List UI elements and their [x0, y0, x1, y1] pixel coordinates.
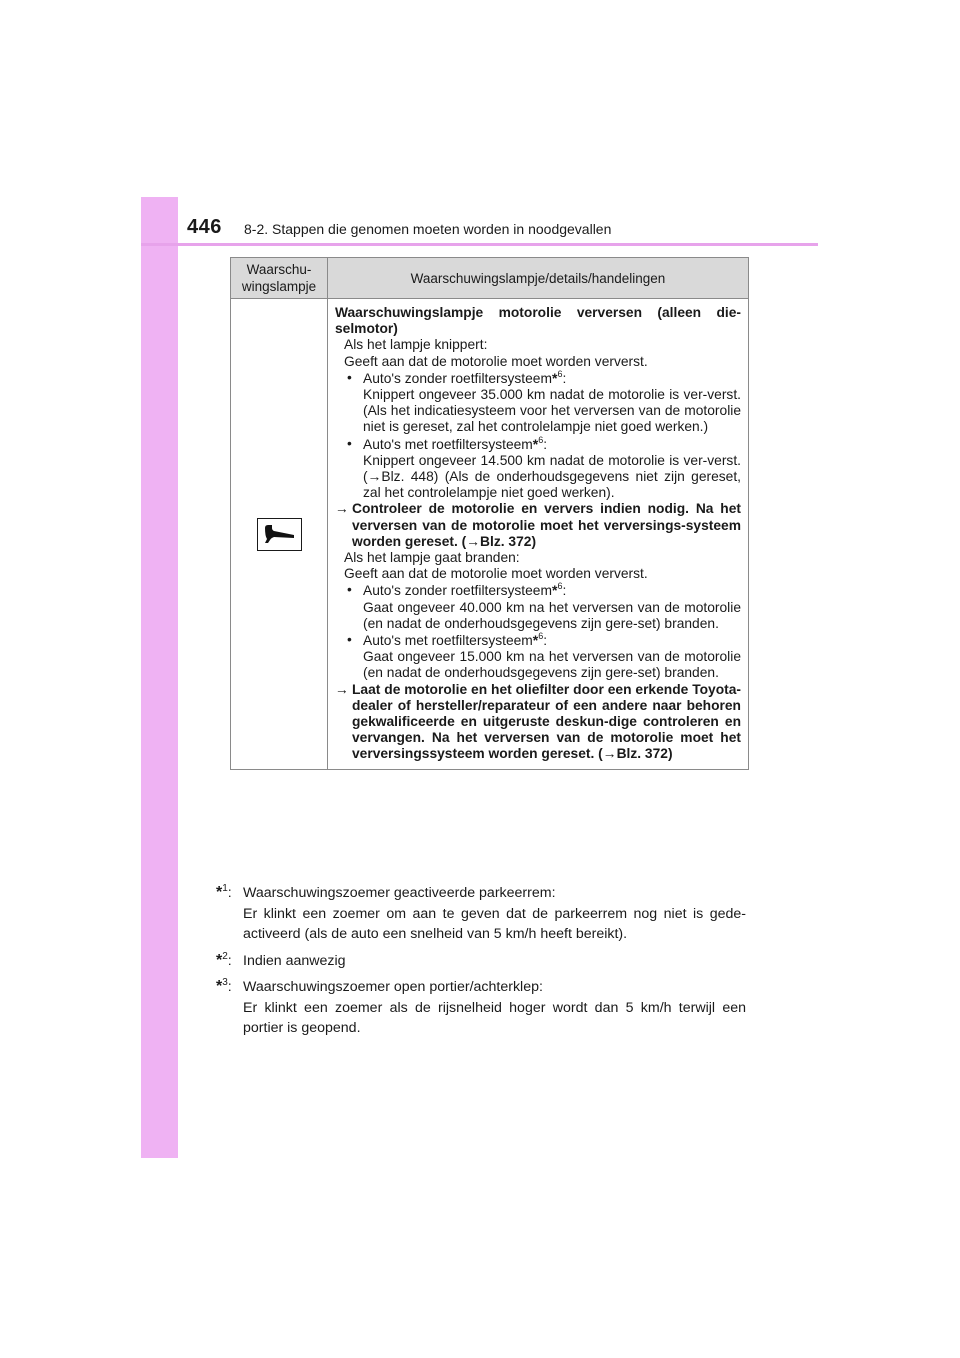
footnote-2: *$^2$: Indien aanwezig: [216, 950, 346, 969]
lit-heading: Als het lampje gaat branden:: [344, 550, 520, 566]
list-item-text: Knippert ongeveer 14.500 km nadat de motorolie is ver-verst. (→Blz. 448) (Als de onderhoudsgegevens niet zijn gereset, zal het controlelampje niet goed werken).: [363, 452, 741, 501]
wrench-icon: [257, 518, 302, 551]
action-instruction: → Laat de motorolie en het oliefilter door een erkende Toyota-dealer of hersteller/reparateur of een andere naar behoren gekwalificeerde en uitgeruste deskun-dige controleren en vervangen. Na het verversen van de motorolie moet het verversingssysteem worden gereset. (→Blz. 372): [335, 681, 741, 762]
list-item: • Auto's met roetfiltersysteem*$^6$:: [347, 631, 548, 649]
list-item-text: Gaat ongeveer 40.000 km na het verversen van de motorolie (en nadat de onderhoudsgegevens zijn gere-set) branden.: [363, 599, 741, 631]
action-instruction: → Controleer de motorolie en ververs indien nodig. Na het verversen van de motorolie moet het verversings-systeem worden gereset. (→Blz. 372): [335, 501, 741, 549]
footnote-3: *$^3$: Waarschuwingszoemer open portier/achterklep: Er klinkt een zoemer als de rijsnelheid hoger wordt dan 5 km/h terwijl een portier is geopend.: [216, 977, 746, 1036]
warning-table: [230, 257, 749, 770]
header-rule: [141, 243, 818, 246]
list-item: • Auto's zonder roetfiltersysteem*$^6$:: [347, 368, 567, 386]
lamp-cell: [231, 299, 328, 770]
list-item: • Auto's met roetfiltersysteem*$^6$:: [347, 434, 548, 452]
table-header-row: [231, 258, 749, 299]
blink-description: Geeft aan dat de motorolie moet worden ververst.: [344, 353, 648, 369]
col-header-lamp: Waarschu- wingslampje: [231, 258, 328, 299]
page-number: 446: [187, 216, 222, 238]
footnote-1: *$^1$: Waarschuwingszoemer geactiveerde parkeerrem: Er klinkt een zoemer om aan te geven dat de parkeerrem nog niet is gede-activeerd (als de auto een snelheid van 5 km/h heeft bereikt).: [216, 883, 746, 942]
footnotes: [216, 883, 746, 1045]
list-item-text: Gaat ongeveer 15.000 km na het verversen van de motorolie (en nadat de onderhoudsgegevens zijn gere-set) branden.: [363, 649, 741, 681]
table-row: [231, 299, 749, 770]
side-tab-band: [141, 197, 178, 1158]
blink-heading: Als het lampje knippert:: [344, 337, 488, 353]
details-cell: [328, 299, 749, 770]
list-item: • Auto's zonder roetfiltersysteem*$^6$:: [347, 581, 567, 599]
chapter-title: 8-2. Stappen die genomen moeten worden in noodgevallen: [244, 221, 612, 237]
warning-title: Waarschuwingslampje motorolie verversen (alleen die-selmotor): [335, 305, 741, 337]
col-header-details: Waarschuwingslampje/details/handelingen: [328, 258, 749, 299]
lit-description: Geeft aan dat de motorolie moet worden ververst.: [344, 566, 648, 582]
list-item-text: Knippert ongeveer 35.000 km nadat de motorolie is ver-verst. (Als het indicatiesysteem voor het verversen van de motorolie niet is gereset, zal het controlelampje niet goed werken.): [363, 387, 741, 435]
